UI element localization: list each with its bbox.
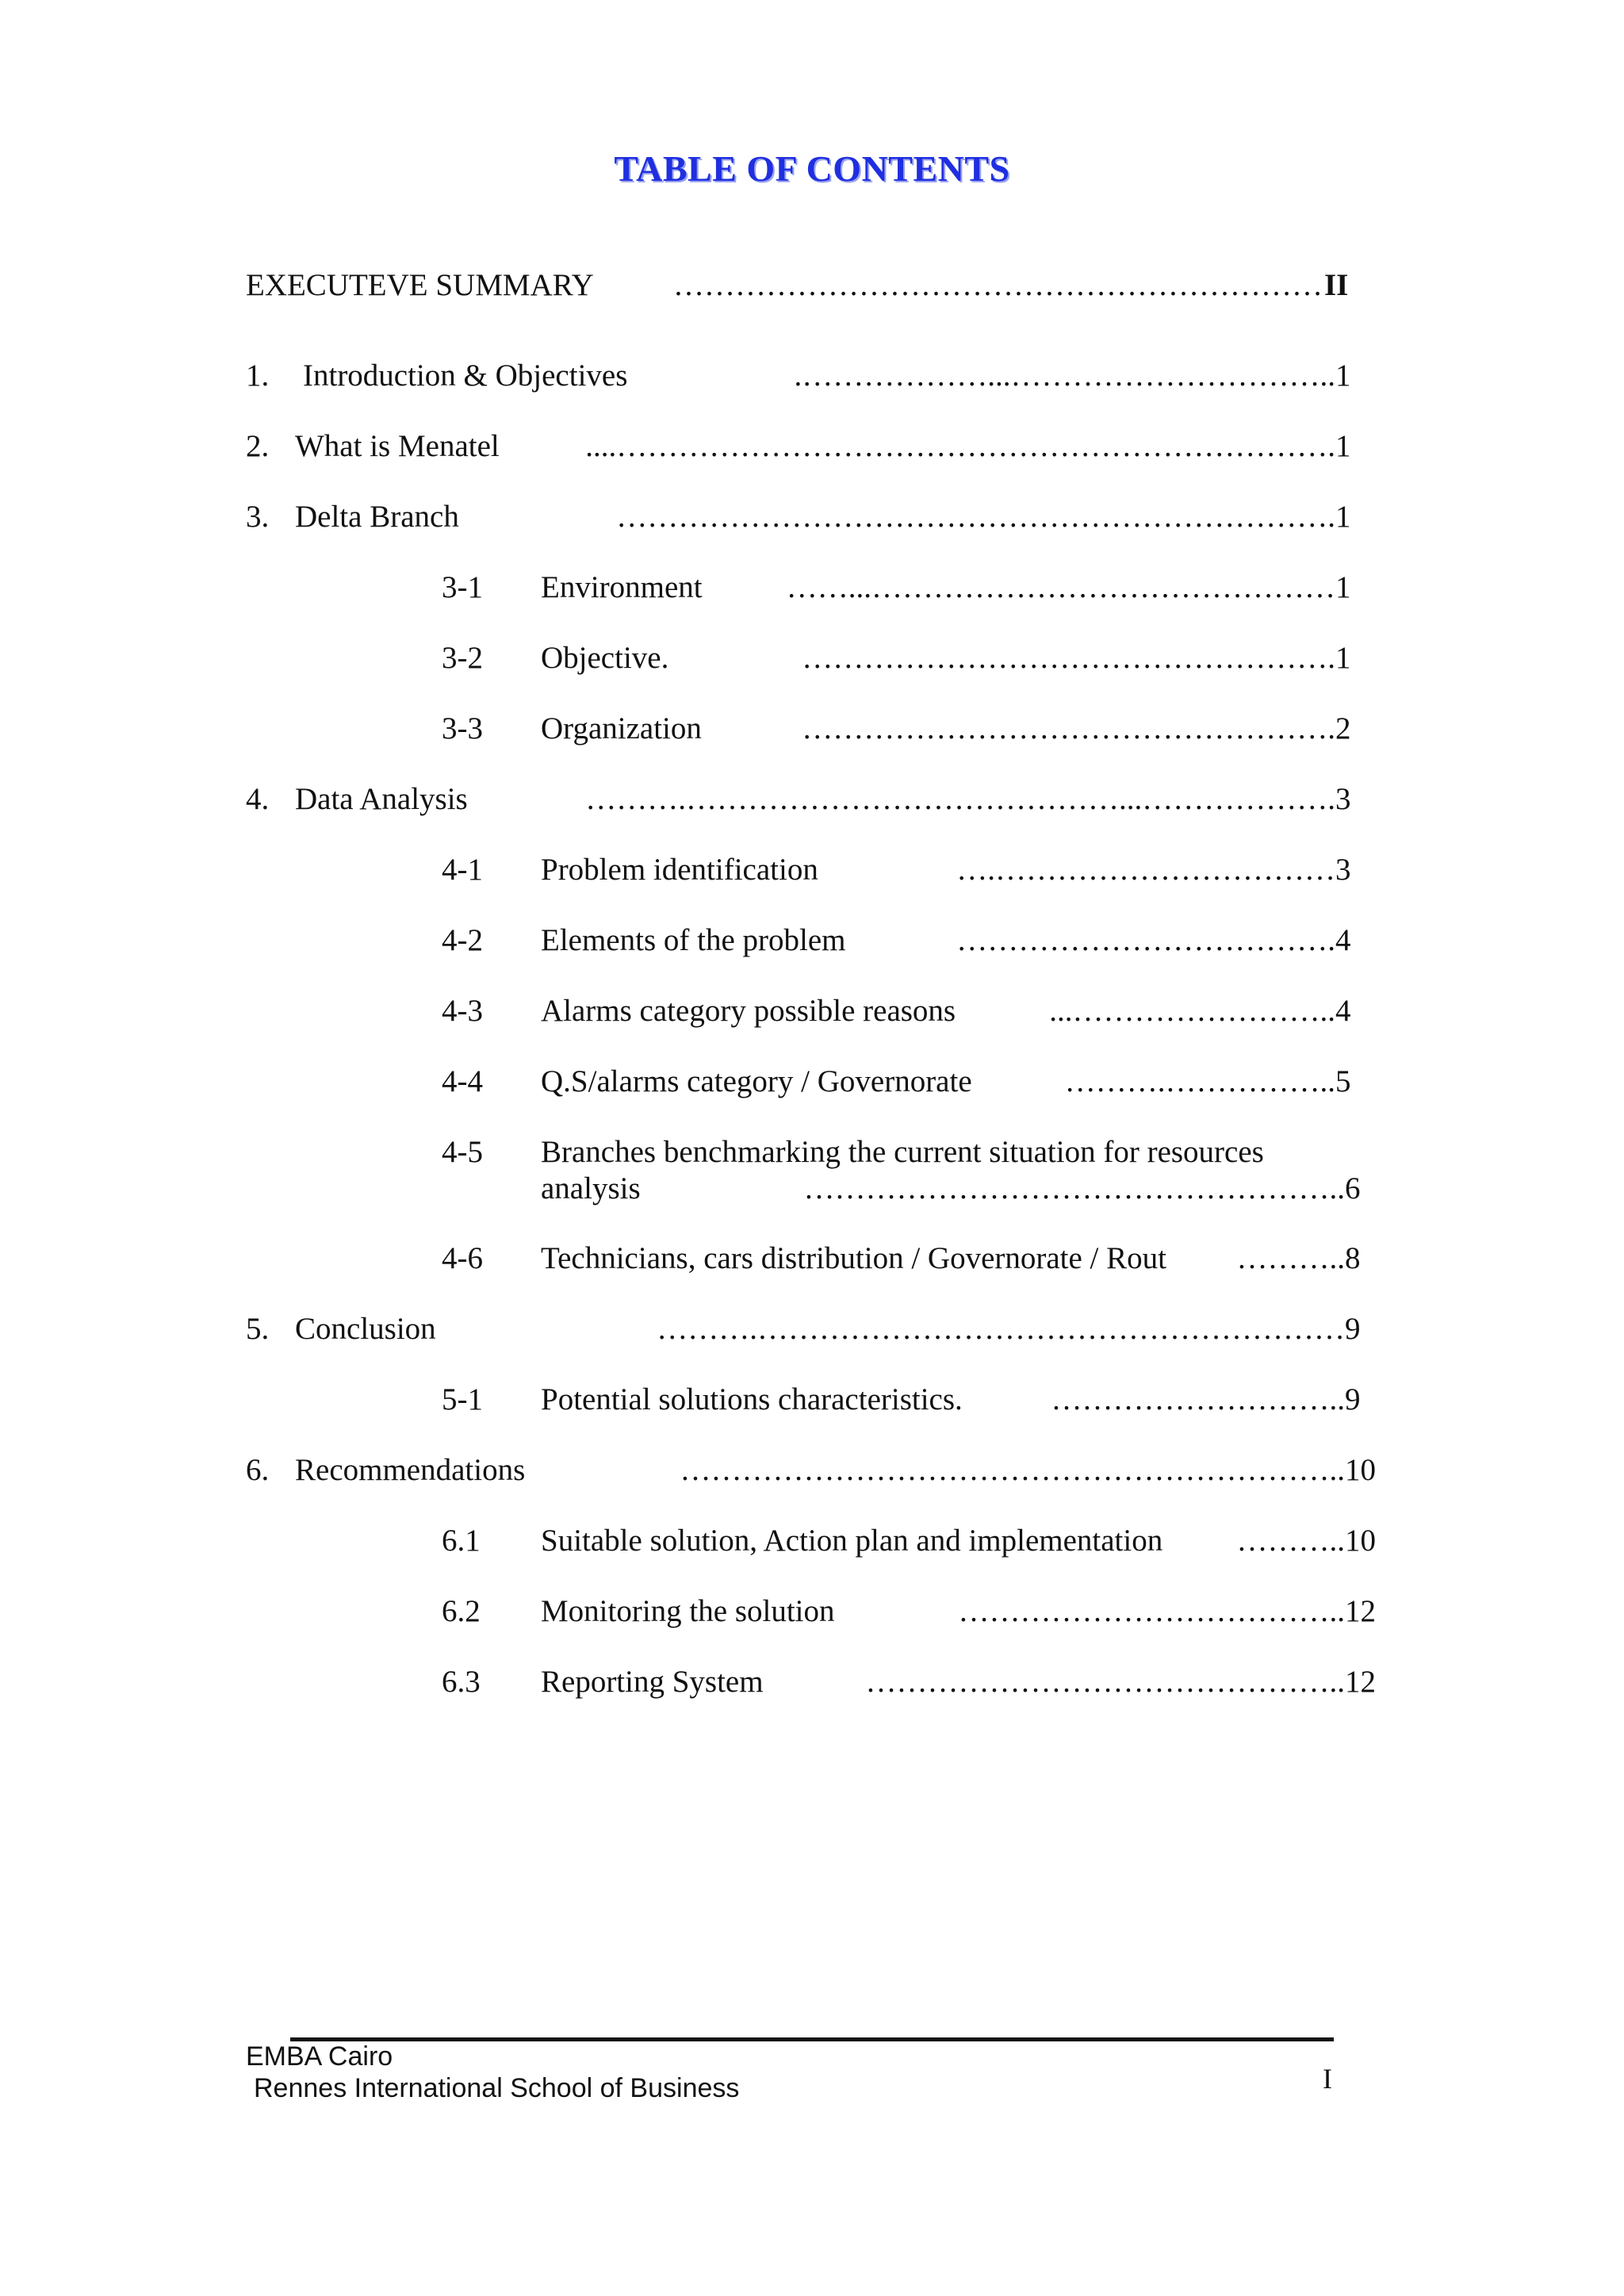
toc-entry-label: Q.S/alarms category / Governorate — [541, 1064, 972, 1098]
toc-entry-label-continued: analysis — [541, 1171, 641, 1205]
toc-leader-dots: ……….. — [1236, 1241, 1345, 1275]
toc-page-number: 10 — [1345, 1524, 1376, 1558]
toc-entry-number: 3-2 — [442, 641, 483, 675]
toc-entry-label: Branches benchmarking the current situation for resources — [541, 1135, 1264, 1169]
toc-page-number: 12 — [1345, 1594, 1376, 1628]
toc-leader-dots: ……...……………………………………… — [786, 570, 1335, 604]
toc-entry-monitoring-solution[interactable] — [0, 1588, 1624, 1635]
toc-entry-label: Monitoring the solution — [541, 1594, 835, 1628]
toc-entry-what-is-menatel[interactable] — [0, 423, 1624, 470]
toc-entry-label: Environment — [541, 570, 703, 604]
toc-page-number: 1 — [1335, 429, 1351, 463]
toc-entry-label: What is Menatel — [295, 429, 500, 463]
toc-leader-dots: ……………………….. — [1051, 1382, 1345, 1416]
toc-leader-dots: .………………...………………………….. — [794, 358, 1335, 393]
footer-page-number: I — [1323, 2063, 1332, 2095]
toc-entry-number: 3-3 — [442, 711, 483, 746]
toc-leader-dots: ……….. — [1236, 1524, 1345, 1558]
toc-page-number: 6 — [1345, 1171, 1361, 1205]
toc-entry-alarms-category-reasons[interactable] — [0, 987, 1624, 1035]
toc-entry-conclusion[interactable] — [0, 1305, 1624, 1353]
toc-page-number: 12 — [1345, 1665, 1376, 1699]
toc-leader-dots: ……………………………………………. — [802, 711, 1335, 746]
toc-leader-dots: ……………………………………………. — [802, 641, 1335, 675]
toc-entry-label: Data Analysis — [295, 782, 468, 816]
toc-entry-label: Alarms category possible reasons — [541, 994, 956, 1028]
toc-entry-label: Technicians, cars distribution / Governorate / Rout — [541, 1241, 1166, 1275]
toc-entry-organization[interactable] — [0, 705, 1624, 753]
toc-page-number: 1 — [1335, 641, 1351, 675]
toc-leader-dots: ………………………………. — [956, 923, 1335, 957]
toc-leader-dots: ……….…………….. — [1064, 1064, 1335, 1098]
toc-entry-number: 6. — [246, 1453, 270, 1487]
footer-divider — [290, 2037, 1334, 2041]
toc-entry-problem-identification[interactable] — [0, 846, 1624, 894]
toc-entry-recommendations[interactable] — [0, 1447, 1624, 1494]
toc-leader-dots: …………………………………………….. — [803, 1171, 1345, 1205]
toc-leader-dots: ……………………………………………………………. — [616, 500, 1335, 534]
toc-leader-dots: ...…………………….. — [1049, 994, 1335, 1028]
toc-entry-introduction[interactable] — [0, 352, 1624, 400]
toc-page-number: 1 — [1335, 358, 1351, 393]
toc-entry-label: Conclusion — [295, 1312, 436, 1346]
toc-entry-branches-benchmarking[interactable] — [0, 1129, 1624, 1214]
toc-entry-label: EXECUTEVE SUMMARY — [246, 268, 594, 302]
toc-page-number: 5 — [1335, 1064, 1351, 1098]
toc-entry-number: 5-1 — [442, 1382, 483, 1416]
toc-leader-dots: ……………………………………………………… — [673, 268, 1323, 302]
toc-entry-number: 3. — [246, 500, 270, 534]
toc-page-number: 3 — [1335, 853, 1351, 887]
toc-leader-dots: ……………………………………….. — [865, 1665, 1345, 1699]
toc-leader-dots: ……………………………………………………….. — [680, 1453, 1345, 1487]
toc-entry-reporting-system[interactable] — [0, 1658, 1624, 1706]
toc-page-number: 4 — [1335, 994, 1351, 1028]
toc-entry-number: 4-1 — [442, 853, 483, 887]
toc-page-number: 4 — [1335, 923, 1351, 957]
toc-page-number: 2 — [1335, 711, 1351, 746]
toc-entry-number: 4-5 — [442, 1135, 483, 1169]
toc-page-number: 1 — [1335, 500, 1351, 534]
toc-entry-number: 4-3 — [442, 994, 483, 1028]
toc-entry-label: Recommendations — [295, 1453, 526, 1487]
toc-entry-number: 2. — [246, 429, 270, 463]
toc-entry-label: Objective. — [541, 641, 669, 675]
toc-leader-dots: ....……………………………………………………………. — [585, 429, 1335, 463]
toc-page-number: 3 — [1335, 782, 1351, 816]
toc-leader-dots: ……………………………….. — [958, 1594, 1345, 1628]
toc-leader-dots: ……….………………………………………………… — [657, 1312, 1345, 1346]
toc-entry-number: 3-1 — [442, 570, 483, 604]
toc-leader-dots: ……….……………………………………...………………. — [585, 782, 1335, 816]
toc-entry-objective[interactable] — [0, 634, 1624, 682]
toc-entry-number: 6.3 — [442, 1665, 481, 1699]
toc-entry-suitable-solution[interactable] — [0, 1517, 1624, 1565]
toc-entry-label: Problem identification — [541, 853, 818, 887]
toc-page-number: II — [1324, 268, 1349, 302]
toc-entry-number: 4-6 — [442, 1241, 483, 1275]
toc-entry-potential-solutions[interactable] — [0, 1376, 1624, 1424]
toc-entry-label: Introduction & Objectives — [303, 358, 628, 393]
toc-entry-number: 6.1 — [442, 1524, 481, 1558]
toc-entry-number: 4-4 — [442, 1064, 483, 1098]
toc-entry-executive-summary[interactable] — [0, 262, 1624, 309]
page-title: TABLE OF CONTENTS — [614, 148, 1010, 189]
toc-page-number: 9 — [1345, 1382, 1361, 1416]
toc-entry-label: Suitable solution, Action plan and implementation — [541, 1524, 1163, 1558]
toc-entry-number: 6.2 — [442, 1594, 481, 1628]
toc-entry-qs-alarms-governorate[interactable] — [0, 1058, 1624, 1106]
toc-entry-label: Elements of the problem — [541, 923, 846, 957]
toc-page-number: 1 — [1335, 570, 1351, 604]
footer-org-line1: EMBA Cairo — [246, 2041, 393, 2072]
toc-page-number: 10 — [1345, 1453, 1376, 1487]
toc-entry-label: Delta Branch — [295, 500, 459, 534]
toc-entry-label: Potential solutions characteristics. — [541, 1382, 963, 1416]
toc-page-number: 8 — [1345, 1241, 1361, 1275]
toc-entry-number: 4-2 — [442, 923, 483, 957]
toc-leader-dots: ….…………………………… — [956, 853, 1335, 887]
toc-page-number: 9 — [1345, 1312, 1361, 1346]
toc-entry-label: Reporting System — [541, 1665, 764, 1699]
toc-entry-data-analysis[interactable] — [0, 776, 1624, 823]
toc-entry-number: 5. — [246, 1312, 270, 1346]
toc-entry-number: 1. — [246, 358, 270, 393]
toc-entry-label: Organization — [541, 711, 702, 746]
toc-entry-number: 4. — [246, 782, 270, 816]
toc-entry-technicians-cars[interactable] — [0, 1235, 1624, 1282]
toc-entry-environment[interactable] — [0, 564, 1624, 611]
toc-entry-delta-branch[interactable] — [0, 493, 1624, 541]
toc-entry-elements-of-problem[interactable] — [0, 917, 1624, 964]
footer-org-line2: Rennes International School of Business — [254, 2073, 740, 2103]
